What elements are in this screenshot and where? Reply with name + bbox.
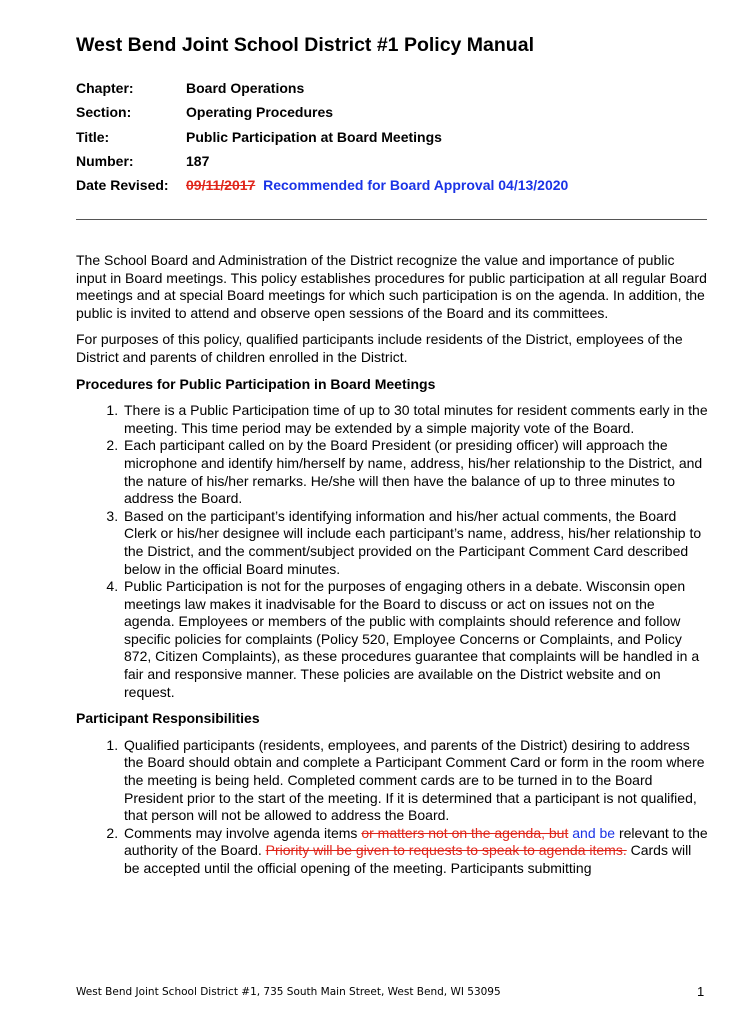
text-run: relevant to the authority of the Board. — [124, 824, 708, 859]
policy-body — [76, 252, 708, 887]
procedures-heading: Procedures for Public Participation in Board Meetings — [76, 375, 436, 392]
text-run: Cards will be accepted until the official opening of the meeting. Participants submitting — [124, 842, 692, 876]
intro-paragraph-2: For purposes of this policy, qualified participants include residents of the District, employees of the District and parents of children enrolled in the District. — [76, 331, 683, 365]
responsibility-item: 1. Qualified participants (residents, employees, and parents of the District) desiring to address the Board should obtain and complete a Participant Comment Card or form in the room where the meeting is being held. Completed comment cards are to be turned in to the Board President prior to the start of the meeting. If it is determined that a participant is not qualified, that person will not be allowed to address the Board. — [122, 737, 708, 825]
section-value: Operating Procedures — [186, 104, 334, 121]
deleted-text: Priority will be given to requests to speak to agenda items. — [265, 842, 627, 859]
number-value: 187 — [186, 152, 210, 169]
title-value: Public Participation at Board Meetings — [186, 128, 442, 145]
date-old-struck: 09/11/2017 — [186, 177, 256, 194]
section-label: Section: — [76, 104, 132, 121]
title-label: Title: — [76, 128, 110, 145]
inserted-text: and be — [568, 824, 616, 841]
document-title: West Bend Joint School District #1 Policy Manual — [76, 34, 534, 56]
responsibilities-heading: Participant Responsibilities — [76, 710, 260, 727]
intro-paragraph-1: The School Board and Administration of the District recognize the value and importance of public input in Board meetings. This policy establishes procedures for public participation at all regular Board meetings and at special Board meetings for which such participation is on the agenda. In addition, the public is invited to attend and observe open sessions of the Board and its committees. — [76, 252, 707, 321]
procedures-list — [76, 402, 708, 701]
responsibility-item — [122, 825, 708, 878]
responsibilities-list — [76, 737, 708, 878]
footer-address: West Bend Joint School District #1, 735 South Main Street, West Bend, WI 53095 — [76, 986, 501, 998]
text-run: Comments may involve agenda items — [124, 824, 362, 841]
procedure-item: 3. Based on the participant’s identifying information and his/her actual comments, the Board Clerk or his/her designee will include each participant’s name, address, his/her relationship to the District, and the comment/subject provided on the Participant Comment Card described below in the official Board minutes. — [122, 508, 708, 578]
date-new-inserted: Recommended for Board Approval 04/13/2020 — [263, 177, 569, 194]
number-label: Number: — [76, 152, 134, 169]
procedure-item: 4. Public Participation is not for the purposes of engaging others in a debate. Wisconsin open meetings law makes it inadvisable for the Board to discuss or act on issues not on the agenda. Employees or members of the public with complaints should reference and follow specific policies for complaints (Policy 520, Employee Concerns or Complaints, and Policy 872, Citizen Complaints), as these procedures guarantee that complaints will be handled in a fair and responsive manner. These policies are available on the District website and on request. — [122, 578, 708, 701]
page-number: 1 — [697, 984, 705, 999]
date-revised-label: Date Revised: — [76, 177, 169, 194]
chapter-label: Chapter: — [76, 80, 134, 96]
procedure-item: 2. Each participant called on by the Board President (or presiding officer) will approach the microphone and identify him/herself by name, address, his/her relationship to the District, and the nature of his/her remarks. He/she will then have the balance of up to three minutes to address the Board. — [122, 437, 708, 507]
procedure-item: 1. There is a Public Participation time of up to 30 total minutes for resident comments early in the meeting. This time period may be extended by a simple majority vote of the Board. — [122, 402, 708, 437]
date-revised-value — [186, 177, 568, 193]
chapter-value: Board Operations — [186, 80, 305, 96]
deleted-text: or matters not on the agenda, but — [361, 824, 569, 841]
header-divider — [76, 219, 707, 220]
